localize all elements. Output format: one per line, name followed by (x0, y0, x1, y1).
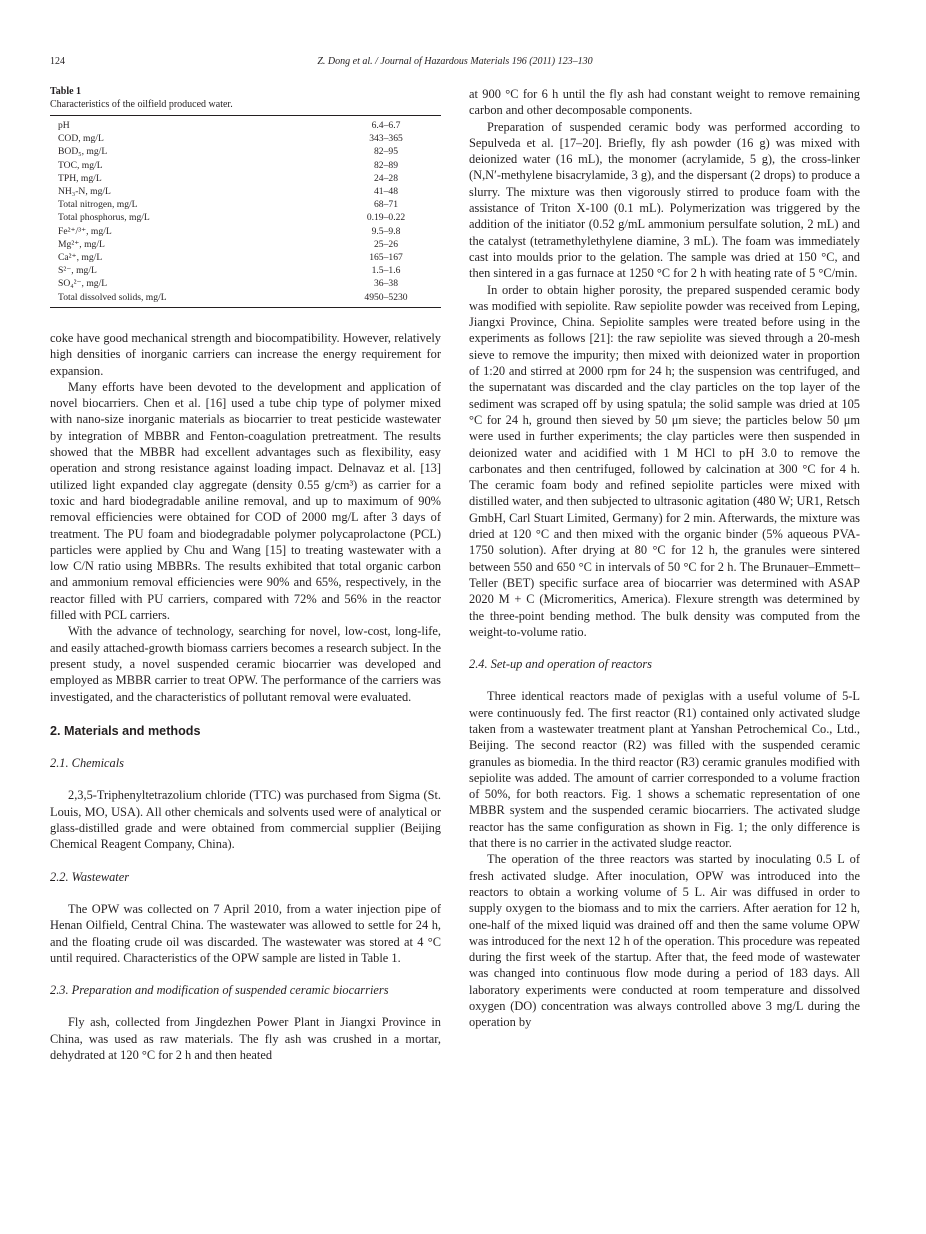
table-label: Table 1 (50, 86, 82, 97)
paragraph-advance: With the advance of technology, searching for novel, low-cost, long-life, and easily attached-growth biomass carriers becomes a research subject. In the present study, a novel suspended ceramic biocarrier was developed and employed as MBBR carrier to treat OPW. The performance of the carriers was investigated, and the characteristics of pollutant removal were evaluated. (50, 624, 441, 704)
table-cell-value: 68–71 (374, 199, 398, 211)
table-cell-value: 24–28 (374, 172, 398, 184)
paragraph-preparation: Preparation of suspended ceramic body was performed according to Sepulveda et al. [17–20]. Briefly, fly ash powder (16 g) was mixed with deionized water (16 mL), the monomer (acrylamide, 5 g), the cross-linker (N,N′-methylene bisacrylamide, 3 g), and the dispersant (2 drops) to produce a slurry. The mixture was then vigorously stirred to produce foam with the assistance of Triton X-100 (0.1 mL). Polymerization was triggered by the addition of the initiator (0.52 g/mL ammonium persulfate solution, 2 mL) and the catalyst (tetramethylethylene diamine, 3 mL). The foam was immediately cast into moulds prior to the gelation. The sample was dried at 150 °C, and then sintered in a gas furnace at 1250 °C for 2 h with heating rate of 5 °C/min. (469, 119, 860, 281)
table-cell-value: 25–26 (374, 238, 398, 250)
paragraph-reactors: Three identical reactors made of pexiglas with a useful volume of 5-L were continuously fed. The first reactor (R1) contained only activated sludge taken from a wastewater treatment plant at Yanshan Petrochemical Co., Ltd., Beijing. The second reactor (R2) was filled with the suspended ceramic granules as biomedia. In the third reactor (R3) ceramic granules modified with sepiolite was added. The amount of carrier corresponded to a volume fraction of 50%, for both reactors. Fig. 1 shows a schematic representation of one MBBR system and the suspended ceramic biocarriers. The activated sludge reactor has the same configuration as shown in Fig. 1; the only difference is that there is no carrier in the activated sludge reactor. (469, 689, 860, 851)
running-header (50, 56, 860, 70)
table-cell-parameter: S²⁻, mg/L (58, 265, 97, 277)
right-column (469, 86, 860, 1031)
table-row (50, 277, 441, 290)
table-caption: Characteristics of the oilfield produced water. (50, 99, 233, 110)
table-row (50, 116, 441, 133)
table-row (50, 145, 441, 158)
table-cell-value: 165–167 (369, 252, 403, 264)
paragraph-operation: The operation of the three reactors was started by inoculating 0.5 L of fresh activated sludge. After inoculation, OPW was introduced into the reactors to obtain a working volume of 5 L. Air was diffused in order to supply oxygen to the biomass and to mix the carriers. After aeration for 12 h, one-half of the mixed liquid was drained off and then the same volume OPW was introduced for the next 12 h of the operation. This procedure was repeated during the first week of the startup. After that, the feed mode of wastewater was changed into continuous flow mode during a period of 183 days. All laboratory experiments were conducted at room temperature and dissolved oxygen (DO) concentration was always controlled above 3 mg/L during the operation by (469, 852, 860, 1030)
table-row (50, 159, 441, 172)
table-cell-value: 9.5–9.8 (371, 225, 401, 237)
table-cell-parameter: Total nitrogen, mg/L (58, 199, 138, 211)
table-cell-value: 36–38 (374, 278, 398, 290)
table-row (50, 291, 441, 308)
table-row (50, 238, 441, 251)
section-2-heading: 2. Materials and methods (50, 723, 201, 738)
paragraph-chemicals: 2,3,5-Triphenyltetrazolium chloride (TTC) was purchased from Sigma (St. Louis, MO, USA). All other chemicals and solvents used were of analytical or glass-distilled grade and were obtained from commercial supplier (Beijing Chemical Reagent Company, China). (50, 788, 441, 852)
paragraph-flyash: Fly ash, collected from Jingdezhen Power Plant in Jiangxi Province in China, was used as raw materials. The fly ash was crushed in a mortar, dehydrated at 120 °C for 2 h and then heated (50, 1015, 441, 1062)
table-1 (50, 86, 441, 330)
paragraph-efforts: Many efforts have been devoted to the development and application of novel biocarriers. Chen et al. [16] used a tube chip type of polymer mixed with nano-size inorganic materials as biocarrier to treat pesticide wastewater by integration of MBBR and Fenton-coagulation pretreatment. The results showed that the MBBR had excellent advantages such as flexibility, easy operation and strong resistance against loading impact. Delnavaz et al. [13] utilized light expanded clay aggregate (density 0.55 g/cm³) as carrier for a toxic and hard biodegradable aniline removal, and up to maximum of 90% removal efficiencies were obtained for COD of 2000 mg/L after 3 days of treatment. The PU foam and biodegradable polymer polycaprolactone (PCL) particles were applied by Chu and Wang [15] to treating wastewater with a low C/N ratio using MBBRs. The results exhibited that total organic carbon and ammonium removal efficiencies were 90% and 65%, respectively, in the reactor filled with PU carriers, compared with 72% and 56% in the reactor filled with PCL carriers. (50, 379, 441, 623)
table-cell-parameter: Fe²⁺/³⁺, mg/L (58, 225, 112, 237)
table-cell-value: 1.5–1.6 (371, 265, 401, 277)
table-cell-parameter: SO₄²⁻, mg/L (58, 278, 108, 290)
paragraph-porosity: In order to obtain higher porosity, the prepared suspended ceramic body was modified with sepiolite. Raw sepiolite powder was received from Leping, Jiangxi Province, China. Sepiolite samples were treated before using in the experiments as follows [21]: the raw sepiolite was sieved through a 20-mesh sieve to remove the impurity; then mixed with deionized water in proportion of 1:20 and stirred at 2000 rpm for 24 h; the suspension was centrifuged, and the supernatant was discarded and the clay particles on the top layer of the sediment was scraped off by using spatula; the solid sample was dried at 105 °C for 24 h, ground then sieved by 50 μm sieve; the particles below 50 μm were used in further experiments; the clay particles were then suspended in deionized water and acidified with 1 M HCl to pH 3.0 to remove the carbonates and then centrifuged, followed by calcination at 300 °C for 4 h. The ceramic foam body and refined sepiolite particles were mixed with distilled water, and then subjected to ultrasonic agitation (480 W; UR1, Retsch GmbH, Carl Stuart Limited, Germany) for 2 min. Afterwards, the mixture was dried at 120 °C and then mixed with the organic binder (5% aqueous PVA-1750 solution). After drying at 80 °C for 12 h, the granules were sintered between 550 and 650 °C in intervals of 50 °C for 2 h. The Brunauer–Emmett–Teller (BET) specific surface area of biocarrier was determined with ASAP 2020 M + C (Micromeritics, America). Flexure strength was determined by the three-point bending method. The bulk density was computed from the weight-to-volume ratio. (469, 282, 860, 639)
table-cell-value: 82–95 (374, 146, 398, 158)
table-cell-parameter: NH₃-N, mg/L (58, 186, 111, 198)
table-cell-value: 82–89 (374, 159, 398, 171)
table-row (50, 132, 441, 145)
table-cell-parameter: Ca²⁺, mg/L (58, 252, 103, 264)
section-2-4-heading: 2.4. Set-up and operation of reactors (469, 657, 652, 672)
table-cell-parameter: TOC, mg/L (58, 159, 103, 171)
left-column (50, 86, 441, 1063)
table-row (50, 211, 441, 224)
characteristics-table (50, 115, 441, 308)
table-cell-value: 4950–5230 (364, 291, 408, 303)
table-cell-parameter: Total dissolved solids, mg/L (58, 291, 167, 303)
paragraph-intro-continued: coke have good mechanical strength and biocompatibility. However, relatively high densities of inorganic carriers can increase the energy requirement for expansion. (50, 331, 441, 378)
paragraph-wastewater: The OPW was collected on 7 April 2010, from a water injection pipe of Henan Oilfield, Central China. The wastewater was allowed to settle for 24 h, and the floating crude oil was discarded. The wastewater was stored at 4 °C until required. Characteristics of the OPW sample are listed in Table 1. (50, 901, 441, 965)
table-row (50, 172, 441, 185)
table-cell-value: 0.19–0.22 (366, 212, 406, 224)
section-2-1-heading: 2.1. Chemicals (50, 756, 124, 771)
journal-citation: Z. Dong et al. / Journal of Hazardous Materials 196 (2011) 123–130 (317, 56, 593, 67)
table-cell-value: 6.4–6.7 (371, 120, 401, 131)
table-cell-parameter: TPH, mg/L (58, 172, 102, 184)
section-2-3-heading: 2.3. Preparation and modification of suspended ceramic biocarriers (50, 983, 389, 998)
table-cell-parameter: COD, mg/L (58, 133, 104, 145)
table-cell-parameter: Mg²⁺, mg/L (58, 238, 105, 250)
table-cell-parameter: BOD₅, mg/L (58, 146, 108, 158)
table-cell-value: 343–365 (369, 133, 403, 145)
table-row (50, 264, 441, 277)
table-cell-parameter: Total phosphorus, mg/L (58, 212, 150, 224)
table-row (50, 185, 441, 198)
table-row (50, 225, 441, 238)
table-row (50, 251, 441, 264)
table-row (50, 198, 441, 211)
table-cell-parameter: pH (58, 120, 70, 131)
page-number: 124 (50, 56, 65, 67)
section-2-2-heading: 2.2. Wastewater (50, 869, 130, 884)
paragraph-heating-continued: at 900 °C for 6 h until the fly ash had constant weight to remove remaining carbon and other decomposable components. (469, 87, 860, 118)
table-cell-value: 41–48 (374, 186, 398, 198)
